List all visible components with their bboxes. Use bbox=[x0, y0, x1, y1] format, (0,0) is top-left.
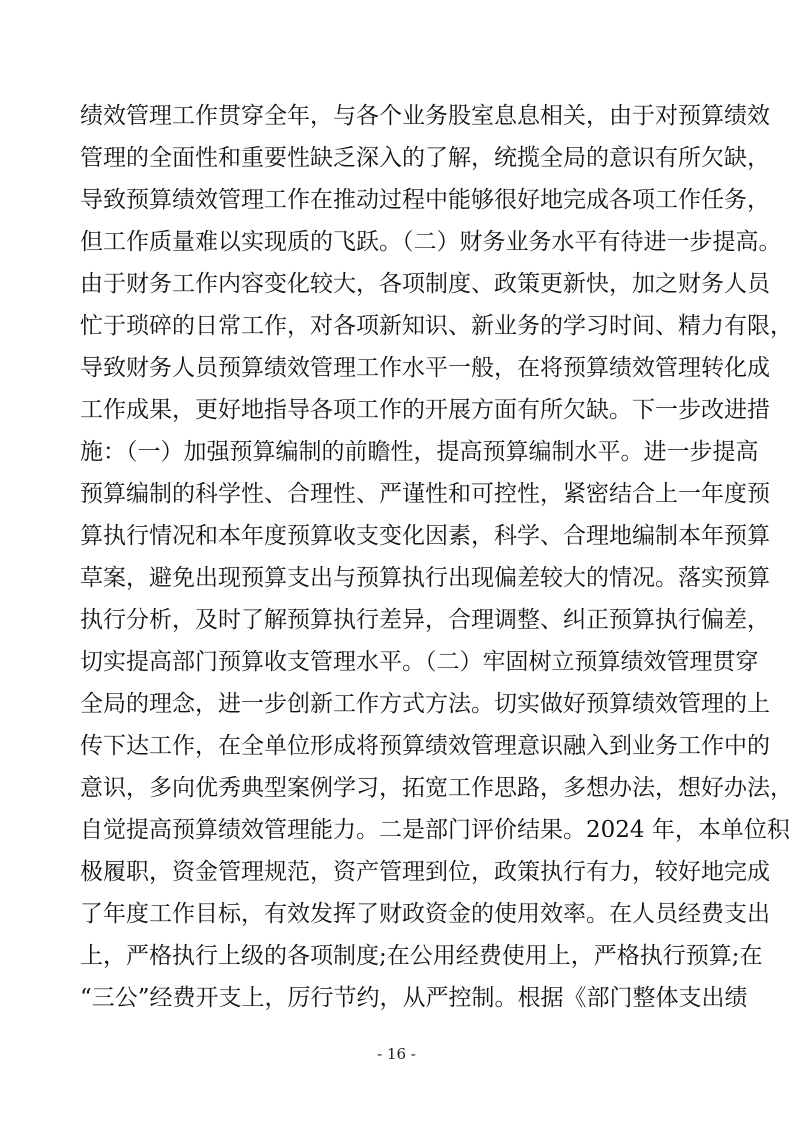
text-line: 忙于琐碎的日常工作，对各项新知识、新业务的学习时间、精力有限， bbox=[80, 313, 793, 339]
text-line: 全局的理念，进一步创新工作方式方法。切实做好预算绩效管理的上 bbox=[80, 691, 770, 717]
text-line: 草案，避免出现预算支出与预算执行出现偏差较大的情况。落实预算 bbox=[80, 565, 770, 591]
text-line: 预算编制的科学性、合理性、严谨性和可控性，紧密结合上一年度预 bbox=[80, 481, 770, 507]
text-line: “三公”经费开支上，厉行节约，从严控制。根据《部门整体支出绩 bbox=[80, 985, 748, 1011]
page-number: - 16 - bbox=[377, 1045, 416, 1063]
body-paragraph bbox=[80, 95, 793, 1019]
text-line: 导致财务人员预算绩效管理工作水平一般，在将预算绩效管理转化成 bbox=[80, 355, 770, 381]
text-line: 管理的全面性和重要性缺乏深入的了解，统揽全局的意识有所欠缺， bbox=[80, 145, 770, 171]
text-line: 意识，多向优秀典型案例学习，拓宽工作思路，多想办法，想好办法， bbox=[80, 775, 793, 801]
text-line: 极履职，资金管理规范，资产管理到位，政策执行有力，较好地完成 bbox=[80, 859, 770, 885]
text-line: 导致预算绩效管理工作在推动过程中能够很好地完成各项工作任务， bbox=[80, 187, 770, 213]
text-line: 执行分析，及时了解预算执行差异，合理调整、纠正预算执行偏差， bbox=[80, 607, 770, 633]
text-line: 绩效管理工作贯穿全年，与各个业务股室息息相关，由于对预算绩效 bbox=[80, 103, 770, 129]
text-line: 由于财务工作内容变化较大，各项制度、政策更新快，加之财务人员 bbox=[80, 271, 770, 297]
text-line: 上，严格执行上级的各项制度;在公用经费使用上，严格执行预算;在 bbox=[80, 943, 763, 969]
text-line: 工作成果，更好地指导各项工作的开展方面有所欠缺。下一步改进措 bbox=[80, 397, 770, 423]
text-line: 了年度工作目标，有效发挥了财政资金的使用效率。在人员经费支出 bbox=[80, 901, 770, 927]
text-line: 传下达工作，在全单位形成将预算绩效管理意识融入到业务工作中的 bbox=[80, 733, 770, 759]
text-line: 自觉提高预算绩效管理能力。二是部门评价结果。2024 年，本单位积 bbox=[80, 817, 790, 843]
text-line: 切实提高部门预算收支管理水平。（二）牢固树立预算绩效管理贯穿 bbox=[80, 649, 759, 675]
text-line: 施：（一）加强预算编制的前瞻性，提高预算编制水平。进一步提高 bbox=[80, 439, 759, 465]
text-line: 算执行情况和本年度预算收支变化因素，科学、合理地编制本年预算 bbox=[80, 523, 770, 549]
text-line: 但工作质量难以实现质的飞跃。（二）财务业务水平有待进一步提高。 bbox=[80, 229, 782, 255]
